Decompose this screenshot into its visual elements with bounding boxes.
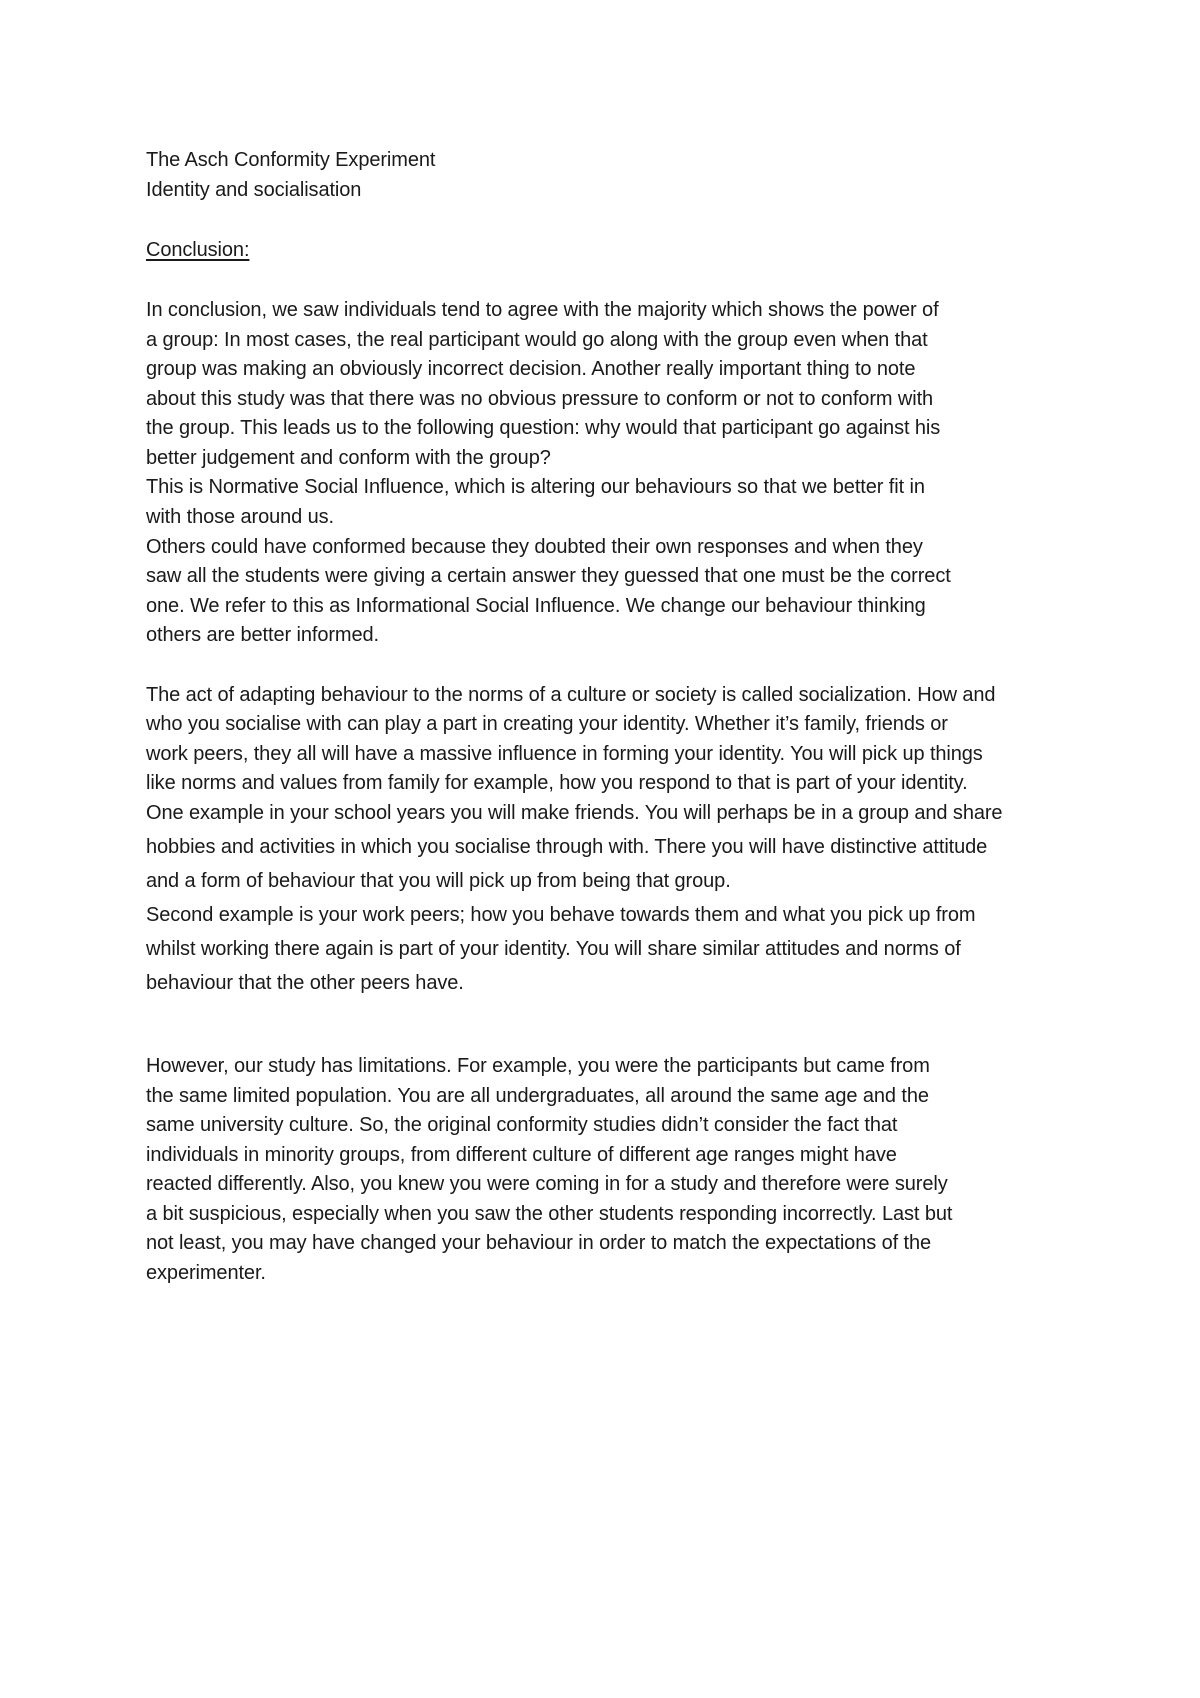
paragraph-line: The act of adapting behaviour to the norms of a culture or society is called socialization. How and [146,684,996,706]
paragraph-line: a bit suspicious, especially when you saw the other students responding incorrectly. Last but [146,1203,953,1225]
paragraph-line: In conclusion, we saw individuals tend to agree with the majority which shows the power of [146,299,939,321]
paragraph-line: experimenter. [146,1262,266,1284]
paragraph-line: whilst working there again is part of your identity. You will share similar attitudes and norms of [146,938,961,960]
paragraph-line: hobbies and activities in which you socialise through with. There you will have distinctive attitude [146,836,988,858]
paragraph-line: better judgement and conform with the group? [146,447,551,469]
paragraph-line: same university culture. So, the original conformity studies didn’t consider the fact that [146,1114,898,1136]
paragraph-line: saw all the students were giving a certain answer they guessed that one must be the correct [146,565,951,587]
paragraph-line: behaviour that the other peers have. [146,972,464,994]
paragraph-line: reacted differently. Also, you knew you were coming in for a study and therefore were surely [146,1173,948,1195]
paragraph-line: a group: In most cases, the real participant would go along with the group even when that [146,329,928,351]
paragraph-line: one. We refer to this as Informational Social Influence. We change our behaviour thinking [146,595,926,617]
paragraph-line: and a form of behaviour that you will pick up from being that group. [146,870,731,892]
document-subtitle: Identity and socialisation [146,179,362,201]
paragraph-line: work peers, they all will have a massive influence in forming your identity. You will pick up things [146,743,983,765]
paragraph-line: who you socialise with can play a part in creating your identity. Whether it’s family, friends or [146,713,948,735]
paragraph-line: group was making an obviously incorrect decision. Another really important thing to note [146,358,916,380]
paragraph-line: One example in your school years you will make friends. You will perhaps be in a group and share [146,802,1003,824]
paragraph-line: the same limited population. You are all undergraduates, all around the same age and the [146,1085,929,1107]
paragraph-line: not least, you may have changed your behaviour in order to match the expectations of the [146,1232,932,1254]
paragraph-line: with those around us. [146,506,335,528]
paragraph-line: Others could have conformed because they doubted their own responses and when they [146,536,923,558]
paragraph-line: individuals in minority groups, from different culture of different age ranges might have [146,1144,897,1166]
paragraph-line: However, our study has limitations. For example, you were the participants but came from [146,1055,930,1077]
paragraph-line: others are better informed. [146,624,379,646]
paragraph-line: like norms and values from family for example, how you respond to that is part of your identity. [146,772,968,794]
paragraph-line: about this study was that there was no obvious pressure to conform or not to conform with [146,388,934,410]
section-heading-conclusion: Conclusion: [146,239,250,261]
document-title: The Asch Conformity Experiment [146,149,436,171]
paragraph-line: Second example is your work peers; how you behave towards them and what you pick up from [146,904,976,926]
paragraph-line: the group. This leads us to the following question: why would that participant go against his [146,417,941,439]
paragraph-line: This is Normative Social Influence, which is altering our behaviours so that we better fit in [146,476,925,498]
